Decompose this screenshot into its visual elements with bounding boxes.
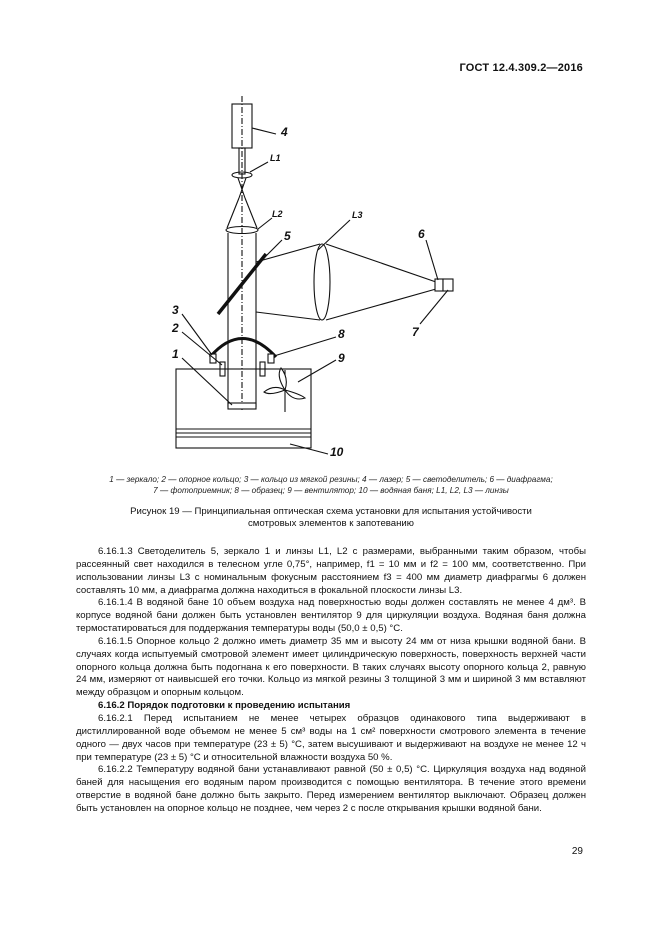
paragraph-6-16-2-1: 6.16.2.1 Перед испытанием не менее четырех образцов одинакового типа выдерживают в дистиллированной воде объемом не менее 5 см³ воды на 1 см² поверхности смотрового элемента в течение одного — двух часов при температуре (23 ± 5) °С, затем высушивают и выдерживают на воздухе не менее 12 ч при температуре (23 ± 5) °С и относительной влажности воздуха 50 %. (76, 712, 586, 763)
leader-l3 (318, 220, 350, 250)
legend-line-2: 7 — фотоприемник; 8 — образец; 9 — вентилятор; 10 — водяная баня; L1, L2, L3 — линзы (153, 486, 509, 495)
leader-6 (426, 240, 438, 280)
rubber-ring-3 (268, 354, 274, 363)
leader-7 (420, 290, 448, 324)
beam-h-top (256, 244, 320, 262)
label-7: 7 (412, 325, 419, 339)
label-l2: L2 (272, 209, 283, 219)
optical-scheme-figure (150, 92, 470, 462)
beam-focus-bottom (326, 289, 436, 320)
photodetector-7 (443, 279, 453, 291)
paragraph-6-16-1-4: 6.16.1.4 В водяной бане 10 объем воздуха над поверхностью воды должен составлять не менее 4 дм³. В корпусе водяной бани должен быть установлен вентилятор 9 для циркуляции воздуха. Водяная баня должна термостатироваться для поддержания температуры воды (50,0 ± 0,5) °С. (76, 597, 586, 635)
beam-h-bottom (256, 312, 320, 320)
label-3: 3 (172, 303, 179, 317)
optical-scheme-drawing (150, 92, 470, 462)
label-1: 1 (172, 347, 179, 361)
fan-9-blade (264, 387, 285, 393)
paragraph-6-16-2-2: 6.16.2.2 Температуру водяной бани устанавливают равной (50 ± 0,5) °С. Циркуляция воздуха над водяной баней для насыщения его водяным паром производится с помощью вентилятора. В течение этого времени отверстие в водяной бане должно быть закрыто. Перед измерением вентилятор выключают. Образец должен быть установлен на опорное кольцо не позднее, чем через 2 с после открывания крышки водяной бани. (76, 764, 586, 814)
beam-focus-top (326, 244, 436, 282)
label-8: 8 (338, 327, 345, 341)
diaphragm-6 (435, 279, 443, 291)
fan-9-blade (285, 390, 305, 399)
figure-caption (76, 506, 586, 530)
section-heading-6-16-2: 6.16.2 Порядок подготовки к проведению испытания (98, 700, 351, 712)
paragraph-6-16-1-3: 6.16.1.3 Светоделитель 5, зеркало 1 и линзы L1, L2 с размерами, выбранными таким образом, чтобы рассеянный свет находился в телесном угле 0,75°, например, f1 = 10 мм и f2 = 100 мм, соответственно. При использовании линзы L3 с номинальным фокусным расстоянием f3 = 400 мм диаметр диафрагмы 6 должен составлять 10 мм, а диафрагма должна находиться в фокальной плоскости линзы L3. (76, 546, 586, 596)
leader-4 (252, 128, 276, 134)
leader-2 (182, 332, 222, 365)
label-l3: L3 (352, 210, 363, 220)
label-l1: L1 (270, 153, 281, 163)
label-6: 6 (418, 227, 425, 241)
document-body (76, 546, 586, 816)
leader-8 (274, 337, 336, 356)
leader-3 (182, 314, 212, 355)
label-4: 4 (281, 125, 288, 139)
leader-l1 (250, 162, 268, 172)
figure-legend (76, 474, 586, 496)
label-5: 5 (284, 229, 291, 243)
leader-9 (298, 360, 336, 382)
page-number: 29 (571, 846, 583, 857)
label-10: 10 (330, 445, 344, 459)
label-9: 9 (338, 351, 345, 365)
lens-l3 (314, 244, 330, 320)
caption-line-1: Рисунок 19 — Принципиальная оптическая схема установки для испытания устойчивости (130, 506, 532, 517)
leader-10 (290, 444, 328, 454)
label-2: 2 (172, 321, 179, 335)
beam-expand (245, 198, 257, 228)
paragraph-6-16-1-5: 6.16.1.5 Опорное кольцо 2 должно иметь диаметр 35 мм и высоту 24 мм от низа крышки водяной бани. В случаях когда испытуемый смотровой элемент имеет цилиндрическую поверхность, поверхность верхней части опорного кольца должна быть подогнана к его поверхности. В таких случаях высоту опорного кольца 2, равную 24 мм, измеряют от наивысшей его точки. Кольцо из мягкой резины 3 толщиной 3 мм и шириной 3 мм вставляют между образцом и опорным кольцом. (76, 635, 586, 699)
sample-8 (210, 339, 276, 358)
caption-line-2: смотровых элементов к запотеванию (248, 518, 414, 529)
legend-line-1: 1 — зеркало; 2 — опорное кольцо; 3 — кольцо из мягкой резины; 4 — лазер; 5 — светоделитель; 6 — диафрагма; (109, 475, 553, 484)
leader-l2 (258, 218, 272, 229)
standard-header: ГОСТ 12.4.309.2—2016 (459, 62, 583, 74)
mirror-1 (228, 403, 256, 409)
beam-expand (227, 198, 239, 228)
